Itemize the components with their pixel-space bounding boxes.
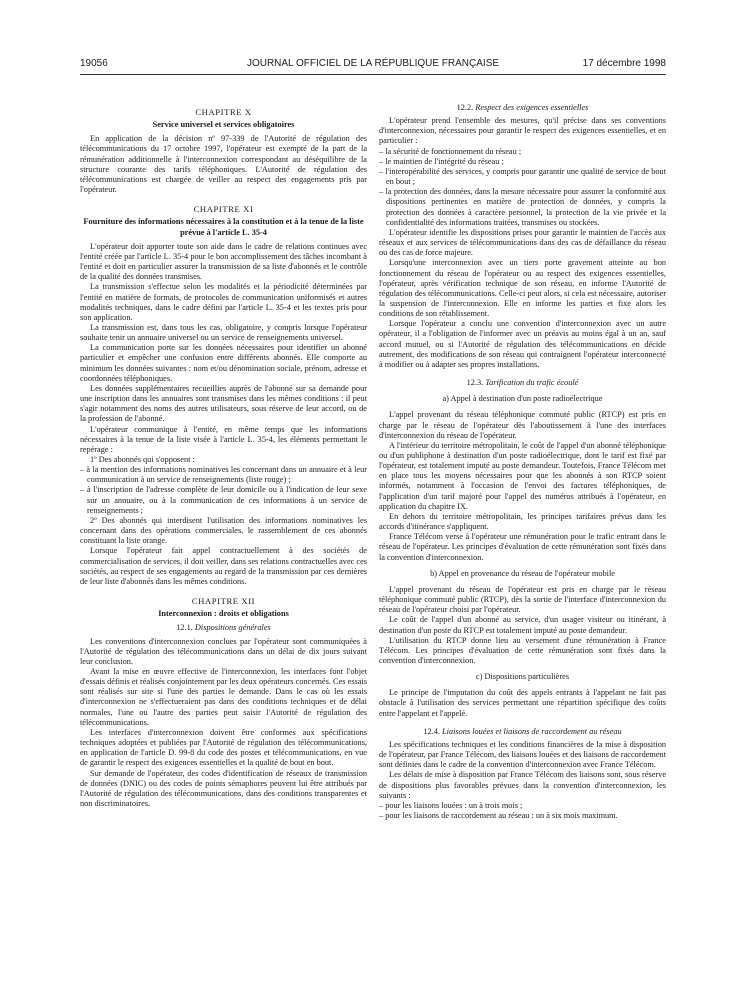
section-title: Dispositions générales	[194, 623, 271, 633]
paragraph: L'opérateur communique à l'entité, en même temps que les informations nécessaires à la tenue de la liste visée à l'article L. 35-4, les éléments permettant le repérage :	[80, 424, 367, 454]
list-item: – l'interopérabilité des services, y compris pour garantir une qualité de service de bout en bout ;	[379, 166, 666, 187]
page-header	[80, 58, 666, 74]
paragraph: Les délais de mise à disposition par France Télécom des liaisons sont, sous réserve de dispositions plus favorables prévues dans la convention d'interconnexion, les suivants :	[379, 770, 666, 800]
chapter-xi-label: CHAPITRE XI	[193, 204, 254, 215]
paragraph: Sur demande de l'opérateur, des codes d'identification de réseaux de transmission de données (DNIC) ou des codes de points sémaphores peuvent lui être attribués par l'Autorité de régulation des télécommunications, dans des conditions transparentes et non discriminatoires.	[80, 768, 367, 808]
list-item: – la sécurité de fonctionnement du réseau ;	[379, 146, 522, 156]
paragraph: En dehors du territoire métropolitain, les principes tarifaires prévus dans les accords d'itinérance s'appliquent.	[379, 511, 666, 532]
paragraph: Le principe de l'imputation du coût des appels entrants à l'appelant ne fait pas obstacle à l'utilisation des services permettant une répartition spécifique des coûts entre l'appelant et l'appelé.	[379, 688, 666, 718]
paragraph: Les interfaces d'interconnexion doivent être conformes aux spécifications techniques adoptées et publiées par l'Autorité de régulation des télécommunications, en application de l'article D. 99-8 du code des postes et télécommunications, en vue de garantir le respect des exigences essentielles et la qualité de bout en bout.	[80, 727, 367, 768]
chapter-xi-title: Fourniture des informations nécessaires à la constitution et à la tenue de la liste prévue à l'article L. 35-4	[83, 217, 364, 237]
paragraph: Avant la mise en œuvre effective de l'interconnexion, les interfaces font l'objet d'essais définis et réalisés conjointement par les deux opérateurs concernés. Ces essais sont réalisés sur site si l'une des parties le demande. Dans le cas où les essais d'interconnexion ne s'effectueraient pas dans des conditions techniques et de délai normales, l'une ou l'autre des parties peut saisir l'Autorité de régulation des télécommunications.	[80, 666, 367, 727]
section-number: 12.3.	[466, 378, 484, 388]
chapter-xii-title: Interconnexion : droits et obligations	[158, 609, 289, 619]
section-number: 12.1.	[176, 623, 193, 633]
header-rule	[80, 74, 666, 75]
left-column	[80, 101, 367, 809]
section-12-2-heading	[379, 103, 666, 113]
chapter-x-label: CHAPITRE X	[195, 107, 252, 117]
paragraph: En application de la décision nº 97-339 de l'Autorité de régulation des télécommunications du 17 octobre 1997, l'opérateur est exempté de la part de la rémunération additionnelle à l'interconnexion correspondant au déséquilibre de la structure courante des tarifs téléphoniques. L'Autorité de régulation des télécommunications est chargée de veiller au respect des engagements pris par l'opérateur.	[80, 134, 367, 195]
section-12-1-heading	[80, 623, 367, 633]
section-12-3-heading	[379, 378, 666, 388]
list-item: – le maintien de l'intégrité du réseau ;	[379, 156, 504, 166]
list-item: – à la mention des informations nominatives les concernant dans un annuaire et à leur communication à un service de renseignements (liste rouge) ;	[80, 465, 367, 485]
paragraph: L'opérateur prend l'ensemble des mesures, qu'il précise dans ses conventions d'interconnexion, nécessaires pour garantir le respect des exigences essentielles, et en particulier :	[379, 116, 666, 146]
paragraph: L'opérateur doit apporter toute son aide dans le cadre de relations continues avec l'entité créée par l'article L. 35-4 pour le bon accomplissement des tâches incombant à l'entité et doit en particulier assurer la transmission de sa liste d'abonnés et le contrôle de la qualité des données transmises.	[80, 241, 367, 282]
section-number: 12.4.	[423, 726, 440, 736]
section-title: Liaisons louées et liaisons de raccordement au réseau	[442, 726, 622, 736]
chapter-x-title: Service universel et services obligatoires	[152, 120, 295, 130]
subsection-a-heading: a) Appel à destination d'un poste radioélectrique	[442, 394, 603, 404]
paragraph: Le coût de l'appel d'un abonné au service, d'un usager visiteur ou itinérant, à destination d'un poste du RTCP est totalement imputé au poste demandeur.	[379, 615, 666, 635]
issue-date: 17 décembre 1998	[582, 58, 666, 69]
paragraph: Les données supplémentaires recueillies auprès de l'abonné sur sa demande pour une inscription dans les annuaires sont transmises dans les mêmes conditions : il peut s'agir notamment des noms des autres utilisateurs, sous réserve de leur accord, ou de la profession de l'abonné.	[80, 383, 367, 424]
paragraph: L'appel provenant du réseau de l'opérateur est pris en charge par le réseau téléphonique commuté public (RTCP), dès la sortie de l'interface d'interconnexion du réseau de l'opérateur choisi par l'opérateur.	[379, 584, 666, 615]
paragraph: A l'intérieur du territoire métropolitain, le coût de l'appel d'un abonné téléphonique ou d'un publiphone à destination d'un poste radioélectrique, dont le tarif est fixé par l'opérateur, est totalement imputé au poste demandeur. Toutefois, France Télécom met en place tous les moyens nécessaires pour que les abonnés à son RTCP soient informés, notamment à l'occasion de l'envoi des factures téléphoniques, de l'application d'un tarif majoré pour l'appel des numéros attribués à l'opérateur, en application du chapitre IX.	[379, 440, 666, 511]
paragraph: La transmission s'effectue selon les modalités et la périodicité déterminées par l'entité en matière de formats, de protocoles de communication uniformisés et autres modalités techniques, dans le cadre défini par l'article L. 35-4 et les textes pris pour son application.	[80, 282, 367, 322]
list-item: – la protection des données, dans la mesure nécessaire pour assurer la conformité aux dispositions pertinentes en matière de protection de données, y compris la protection des données à caractère personnel, la protection de la vie privée et la confidentialité des informations traitées, transmises ou stockées.	[379, 187, 666, 227]
paragraph: Lorsqu'une interconnexion avec un tiers porte gravement atteinte au bon fonctionnement du réseau de l'opérateur ou au respect des exigences essentielles, l'opérateur, après vérification technique de son réseau, en informe l'Autorité de régulation des télécommunications. Celle-ci peut alors, si cela est nécessaire, autoriser la suspension de l'interconnexion. Elle en informe les parties et fixe alors les conditions de son rétablissement.	[379, 258, 666, 319]
subsection-b-heading: b) Appel en provenance du réseau de l'opérateur mobile	[430, 568, 615, 578]
paragraph: France Télécom verse à l'opérateur une rémunération pour le trafic entrant dans le réseau de l'opérateur. Les principes d'évaluation de cette rémunération sont fixés dans la convention d'interconnexion.	[379, 532, 666, 562]
right-column	[379, 101, 666, 821]
paragraph: Lorsque l'opérateur fait appel contractuellement à des sociétés de commercialisation de services, il doit veiller, dans ses relations contractuelles avec ces sociétés, au respect de ses engagements au regard de la transmission par ces dernières de leur liste d'abonnés dans les mêmes conditions.	[80, 546, 367, 586]
chapter-xii-label: CHAPITRE XII	[191, 596, 256, 607]
page-number: 19056	[80, 58, 108, 69]
list-item: 2º Des abonnés qui interdisent l'utilisation des informations nominatives les concernant dans des opérations commerciales, le rassemblement de ces abonnés constituant la liste orange.	[80, 515, 367, 546]
list-item: – pour les liaisons de raccordement au réseau : un à six mois maximum.	[379, 811, 618, 820]
section-title: Respect des exigences essentielles	[475, 103, 589, 112]
section-12-4-heading	[379, 727, 666, 737]
list-item: – à l'inscription de l'adresse complète de leur domicile ou à l'indication de leur sexe sur un annuaire, ou à la communication de ces informations à un service de renseignements ;	[80, 485, 367, 515]
paragraph: Lorsque l'opérateur a conclu une convention d'interconnexion avec un autre opérateur, il a l'obligation de l'informer avec un préavis au moins égal à un an, sauf accord mutuel, ou si l'Autorité de régulation des télécommunications en décide autrement, des modifications de son réseau qui contraignent l'opérateur interconnecté à modifier ou à adapter ses propres installations.	[379, 319, 666, 369]
journal-title: JOURNAL OFFICIEL DE LA RÉPUBLIQUE FRANÇAISE	[246, 58, 500, 69]
list-item: – pour les liaisons louées : un à trois mois ;	[379, 800, 523, 810]
paragraph: Les conventions d'interconnexion conclues par l'opérateur sont communiquées à l'Autorité de régulation des télécommunications dans un délai de dix jours suivant leur conclusion.	[80, 636, 367, 666]
paragraph: La transmission est, dans tous les cas, obligatoire, y compris lorsque l'opérateur souhaite tenir un annuaire universel ou un service de renseignements universel.	[80, 322, 367, 343]
section-title: Tarification du trafic écoulé	[485, 378, 579, 388]
paragraph: La communication porte sur les données nécessaires pour identifier un abonné particulier et empêcher une confusion entre différents abonnés. Elle comporte au minimum les données suivantes : nom et/ou dénomination sociale, prénom, adresse et coordonnées téléphoniques.	[80, 343, 367, 383]
paragraph: L'opérateur identifie les dispositions prises pour garantir le maintien de l'accès aux réseaux et aux services de télécommunications dans des cas de défaillance du réseau ou des cas de force majeure.	[379, 227, 666, 258]
list-item: 1º Des abonnés qui s'opposent :	[90, 455, 195, 464]
paragraph: L'appel provenant du réseau téléphonique commuté public (RTCP) est pris en charge par le réseau de l'opérateur dès l'aboutissement à l'une des interfaces d'interconnexion du réseau de l'opérateur.	[379, 410, 666, 440]
section-number: 12.2.	[456, 103, 474, 112]
paragraph: L'utilisation du RTCP donne lieu au versement d'une rémunération à France Télécom. Les principes d'évaluation de cette rémunération sont fixés dans la convention d'interconnexion.	[379, 635, 666, 665]
paragraph: Les spécifications techniques et les conditions financières de la mise à disposition de l'opérateur, par France Télécom, des liaisons louées et des liaisons de raccordement sont définies dans le cadre de la convention d'interconnexion avec France Télécom.	[379, 739, 666, 770]
subsection-c-heading: c) Dispositions particulières	[475, 672, 570, 682]
